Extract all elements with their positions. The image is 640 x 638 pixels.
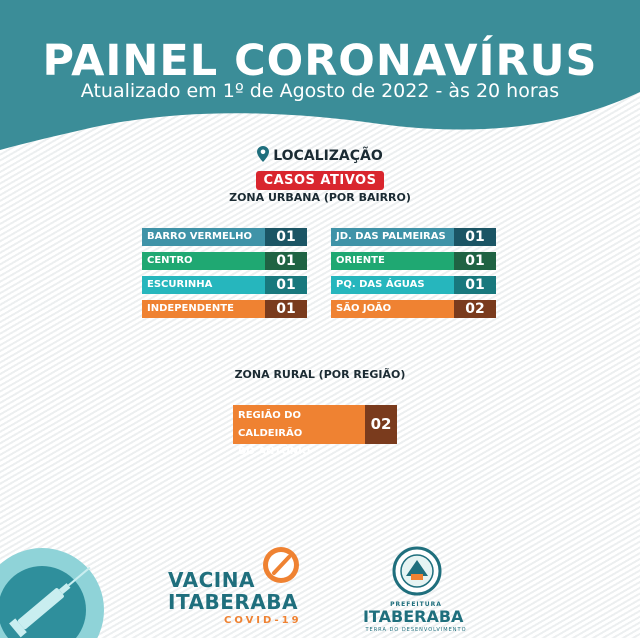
case-count: 01 <box>265 276 307 294</box>
rural-region-row <box>233 405 397 457</box>
region-name-line1: REGIÃO DO CALDEIRÃO <box>238 410 303 439</box>
vacina-itaberaba-logo <box>168 546 318 634</box>
neighborhood-name: PQ. DAS ÁGUAS <box>331 276 454 294</box>
neighborhood-row <box>142 252 307 270</box>
neighborhood-name: CENTRO <box>142 252 265 270</box>
neighborhood-row <box>331 252 496 270</box>
urban-cases-grid <box>142 228 496 318</box>
neighborhood-row <box>142 300 307 318</box>
case-count: 01 <box>454 228 496 246</box>
region-name-line2: DO ANTÔNIO <box>238 446 311 457</box>
vaccine-drop-icon <box>262 546 300 584</box>
neighborhood-name: ORIENTE <box>331 252 454 270</box>
itaberaba-label: ITABERABA <box>363 607 464 626</box>
prefeitura-itaberaba-logo <box>360 546 480 634</box>
rural-zone-heading: ZONA RURAL (POR REGIÃO) <box>234 368 406 381</box>
neighborhood-name: BARRO VERMELHO <box>142 228 265 246</box>
neighborhood-row <box>142 276 307 294</box>
case-count: 01 <box>265 252 307 270</box>
neighborhood-name: INDEPENDENTE <box>142 300 265 318</box>
syringe-icon <box>0 530 130 638</box>
location-heading <box>0 146 640 164</box>
case-count: 01 <box>265 300 307 318</box>
update-subtitle: Atualizado em 1º de Agosto de 2022 - às 20 horas <box>80 80 560 102</box>
neighborhood-row <box>331 300 496 318</box>
region-case-count: 02 <box>365 405 397 444</box>
vacina-text: VACINA <box>168 568 255 592</box>
case-count: 02 <box>454 300 496 318</box>
case-count: 01 <box>265 228 307 246</box>
neighborhood-name: JD. DAS PALMEIRAS <box>331 228 454 246</box>
location-pin-icon <box>257 146 269 162</box>
neighborhood-name: ESCURINHA <box>142 276 265 294</box>
location-label: LOCALIZAÇÃO <box>273 148 383 164</box>
prefeitura-label: PREFEITURA <box>390 601 442 608</box>
neighborhood-name: SÃO JOÃO <box>331 300 454 318</box>
case-count: 01 <box>454 276 496 294</box>
city-seal-icon <box>392 546 442 596</box>
tagline: TERRA DO DESENVOLVIMENTO <box>365 627 467 633</box>
urban-zone-heading: ZONA URBANA (POR BAIRRO) <box>229 191 411 204</box>
neighborhood-row <box>331 228 496 246</box>
page-title: PAINEL CORONAVÍRUS <box>42 36 598 86</box>
neighborhood-row <box>331 276 496 294</box>
neighborhood-row <box>142 228 307 246</box>
case-count: 01 <box>454 252 496 270</box>
active-cases-badge: CASOS ATIVOS <box>256 171 385 190</box>
itaberaba-text: ITABERABA <box>168 590 299 614</box>
covid-text: COVID-19 <box>224 615 302 626</box>
region-name <box>233 405 365 457</box>
